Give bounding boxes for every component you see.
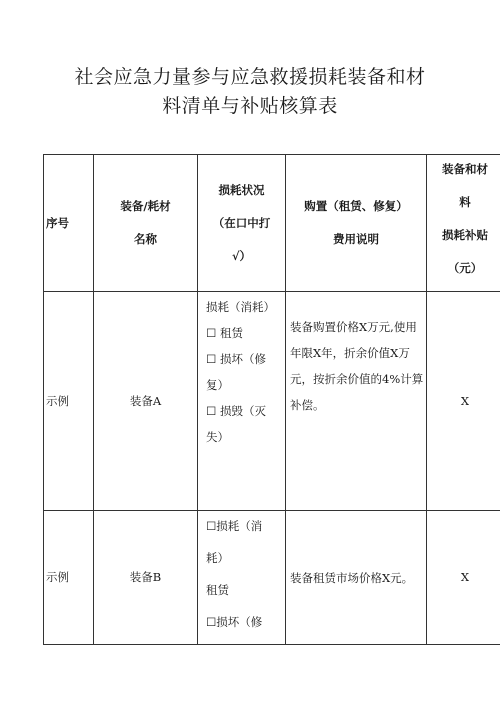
row-seq	[44, 511, 94, 645]
title-line-1: 社会应急力量参与应急救援损耗装备和材	[74, 66, 426, 88]
header-subsidy-line-2: 料	[459, 195, 471, 209]
status-line: 损耗（消耗）	[206, 300, 275, 314]
status-checkbox-option[interactable]: ☐ 租赁	[206, 326, 243, 340]
row-seq	[44, 292, 94, 511]
row-name	[94, 292, 198, 511]
status-checkbox-option[interactable]: ☐损坏（修	[206, 615, 263, 629]
header-cost-line-1: 购置（租赁、修复）	[304, 199, 408, 213]
status-line: 复）	[206, 378, 229, 392]
row-name	[94, 511, 198, 645]
row-status	[198, 511, 286, 645]
status-line: 耗）	[206, 551, 229, 565]
header-subsidy	[427, 155, 500, 292]
subsidy-table-wrapper	[43, 154, 488, 629]
header-status-line-3: √）	[231, 248, 252, 263]
status-line: 失）	[206, 430, 229, 444]
desc-line: 装备购置价格X万元,使用	[290, 320, 417, 334]
header-name	[94, 155, 198, 292]
row-cost-description	[286, 511, 427, 645]
status-checkbox-option[interactable]: ☐ 损毁（灭	[206, 404, 266, 418]
title-line-2: 料清单与补贴核算表	[162, 95, 338, 117]
row-seq-text: 示例	[46, 570, 69, 584]
table-row	[44, 292, 500, 511]
header-cost	[286, 155, 427, 292]
status-checkbox-option[interactable]: ☐ 损坏（修	[206, 352, 266, 366]
header-seq	[44, 155, 94, 292]
status-checkbox-option[interactable]: ☐损耗（消	[206, 519, 263, 533]
status-line: 租赁	[206, 583, 229, 597]
header-name-line-2: 名称	[134, 232, 157, 246]
row-status	[198, 292, 286, 511]
header-subsidy-line-1: 装备和材	[442, 162, 488, 176]
header-status-line-2: （在口中打	[212, 215, 271, 230]
desc-line: 装备租赁市场价格X元。	[290, 570, 414, 585]
header-seq-text: 序号	[46, 215, 69, 230]
table-row	[44, 511, 500, 645]
row-subsidy-text: X	[460, 570, 470, 584]
row-subsidy	[427, 292, 500, 511]
header-cost-line-2: 费用说明	[333, 232, 379, 246]
header-status-line-1: 损耗状况	[218, 182, 265, 197]
row-name-text: 装备A	[129, 393, 162, 408]
row-subsidy-text: X	[460, 393, 470, 408]
header-status	[198, 155, 286, 292]
row-subsidy	[427, 511, 500, 645]
header-subsidy-line-3: 损耗补贴	[442, 228, 488, 242]
desc-line: 元，按折余价值的4%计算	[290, 372, 424, 386]
subsidy-table	[43, 154, 500, 645]
header-subsidy-line-4: （元）	[447, 261, 483, 275]
row-cost-description	[286, 292, 427, 511]
row-seq-text: 示例	[46, 393, 69, 408]
row-name-text: 装备B	[129, 570, 162, 584]
desc-line: 补偿。	[290, 398, 325, 412]
header-name-line-1: 装备/耗材	[120, 199, 171, 213]
document-title	[0, 63, 500, 121]
desc-line: 年限X年，折余价值X万	[290, 346, 410, 360]
table-header-row	[44, 155, 500, 292]
